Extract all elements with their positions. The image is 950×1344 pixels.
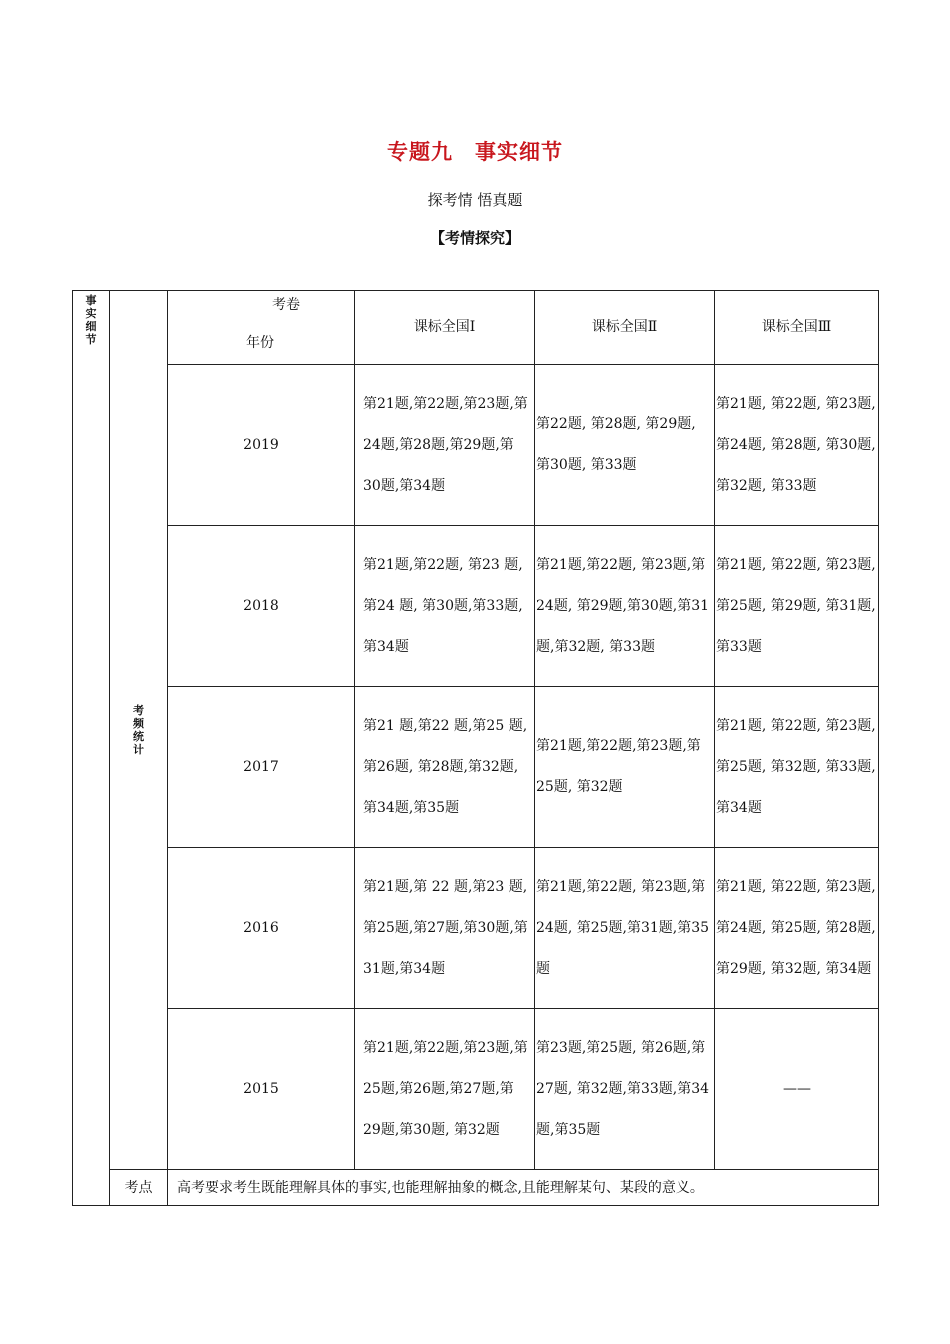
cell-col2: 第22题, 第28题, 第29题, 第30题, 第33题 xyxy=(535,365,715,526)
year-cell: 2019 xyxy=(168,365,355,526)
kaodian-row xyxy=(73,1170,879,1206)
header-col3: 课标全国Ⅲ xyxy=(715,291,879,365)
cell-col3: 第21题, 第22题, 第23题, 第24题, 第28题, 第30题, 第32题, 第33题 xyxy=(715,365,879,526)
table-row xyxy=(73,848,879,1009)
cell-col2: 第21题,第22题, 第23题,第24题, 第25题,第31题,第35题 xyxy=(535,848,715,1009)
table-row xyxy=(73,365,879,526)
cell-col3: 第21题, 第22题, 第23题, 第24题, 第25题, 第28题, 第29题, 第32题, 第34题 xyxy=(715,848,879,1009)
year-cell: 2017 xyxy=(168,687,355,848)
cell-col2: 第21题,第22题,第23题,第25题, 第32题 xyxy=(535,687,715,848)
cell-col2: 第23题,第25题, 第26题,第27题, 第32题,第33题,第34题,第35题 xyxy=(535,1009,715,1170)
year-cell: 2018 xyxy=(168,526,355,687)
section-label: 【考情探究】 xyxy=(429,229,520,247)
mid-vertical-label: 考 频 统 计 xyxy=(110,291,168,1170)
table-header-row xyxy=(73,291,879,365)
page-title: 专题九 事实细节 xyxy=(387,140,563,164)
kaodian-label: 考点 xyxy=(110,1170,168,1206)
exam-frequency-table xyxy=(72,290,879,1206)
cell-col2: 第21题,第22题, 第23题,第24题, 第29题,第30题,第31题,第32题, 第33题 xyxy=(535,526,715,687)
cell-col3: 第21题, 第22题, 第23题, 第25题, 第32题, 第33题, 第34题 xyxy=(715,687,879,848)
table-row xyxy=(73,526,879,687)
cell-col1: 第21 题,第22 题,第25 题,第26题, 第28题,第32题,第34题,第35题 xyxy=(355,687,535,848)
table-row xyxy=(73,1009,879,1170)
cell-col1: 第21题,第22题,第23题,第25题,第26题,第27题,第29题,第30题, 第32题 xyxy=(355,1009,535,1170)
kaodian-text: 高考要求考生既能理解具体的事实,也能理解抽象的概念,且能理解某句、某段的意义。 xyxy=(168,1170,879,1206)
header-col2: 课标全国Ⅱ xyxy=(535,291,715,365)
header-col1: 课标全国Ⅰ xyxy=(355,291,535,365)
corner-bottom-label: 年份 xyxy=(246,335,274,351)
table-row xyxy=(73,687,879,848)
corner-top-label: 考卷 xyxy=(272,297,300,313)
cell-col3-empty: —— xyxy=(715,1009,879,1170)
cell-col1: 第21题,第22题, 第23 题,第24 题, 第30题,第33题,第34题 xyxy=(355,526,535,687)
year-cell: 2016 xyxy=(168,848,355,1009)
cell-col3: 第21题, 第22题, 第23题, 第25题, 第29题, 第31题, 第33题 xyxy=(715,526,879,687)
cell-col1: 第21题,第22题,第23题,第24题,第28题,第29题,第30题,第34题 xyxy=(355,365,535,526)
left-vertical-label: 事 实 细 节 xyxy=(73,291,110,1206)
header-corner-cell xyxy=(168,291,355,365)
page-subtitle: 探考情 悟真题 xyxy=(427,191,523,209)
year-cell: 2015 xyxy=(168,1009,355,1170)
cell-col1: 第21题,第 22 题,第23 题,第25题,第27题,第30题,第31题,第34题 xyxy=(355,848,535,1009)
